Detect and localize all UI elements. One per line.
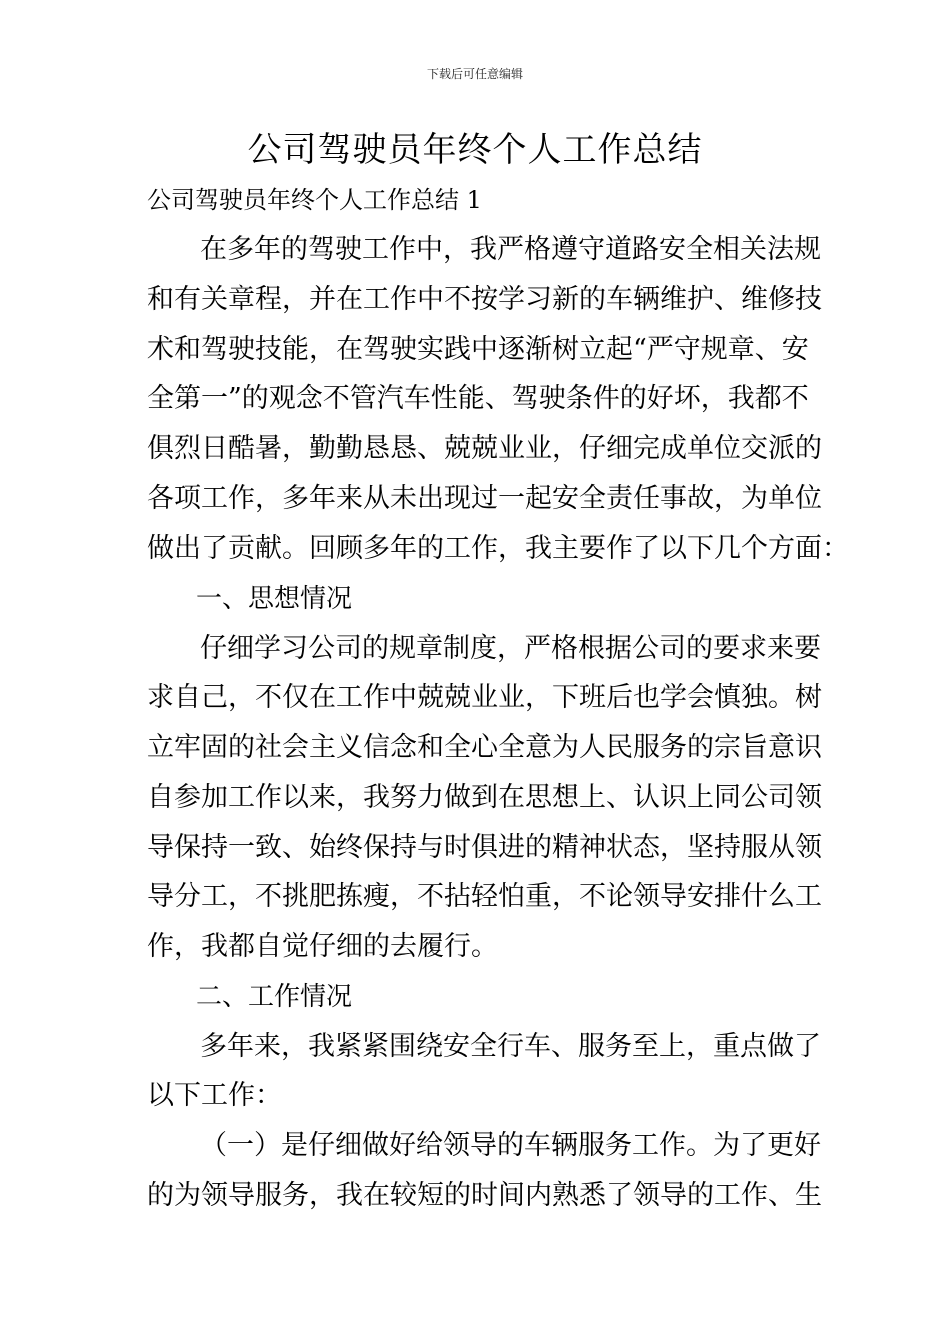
paragraph-1-line-6: 各项工作，多年来从未出现过一起安全责任事故，为单位 — [147, 483, 822, 514]
paragraph-1-line-2: 和有关章程，并在工作中不按学习新的车辆维护、维修技 — [147, 284, 822, 315]
paragraph-1-line-4: 全第一”的观念不管汽车性能、驾驶条件的好坏，我都不 — [147, 383, 809, 414]
paragraph-4-line-1: （一）是仔细做好给领导的车辆服务工作。为了更好 — [200, 1130, 821, 1161]
paragraph-2-line-3: 立牢固的社会主义信念和全心全意为人民服务的宗旨意识 — [147, 732, 822, 763]
paragraph-1-line-1: 在多年的驾驶工作中，我严格遵守道路安全相关法规 — [200, 234, 821, 265]
heading-1: 一、思想情况 — [196, 584, 353, 614]
paragraph-3-line-1: 多年来，我紧紧围绕安全行车、服务至上，重点做了 — [200, 1031, 821, 1062]
paragraph-2-line-1: 仔细学习公司的规章制度，严格根据公司的要求来要 — [200, 633, 821, 664]
paragraph-2-line-5: 导保持一致、始终保持与时俱进的精神状态，坚持服从领 — [147, 832, 822, 863]
paragraph-2-line-4: 自参加工作以来，我努力做到在思想上、认识上同公司领 — [147, 782, 822, 813]
paragraph-1-line-5: 俱烈日酷暑，勤勤恳恳、兢兢业业，仔细完成单位交派的 — [147, 433, 822, 464]
paragraph-2-line-7: 作，我都自觉仔细的去履行。 — [147, 931, 498, 962]
paragraph-4-line-2: 的为领导服务，我在较短的时间内熟悉了领导的工作、生 — [147, 1180, 822, 1211]
document-title: 公司驾驶员年终个人工作总结 — [247, 130, 703, 170]
paragraph-3-line-2: 以下工作： — [147, 1080, 282, 1111]
paragraph-1-line-7: 做出了贡献。回顾多年的工作，我主要作了以下几个方面： — [147, 533, 849, 564]
section-title: 公司驾驶员年终个人工作总结 1 — [147, 186, 482, 214]
paragraph-2-line-2: 求自己，不仅在工作中兢兢业业，下班后也学会慎独。树 — [147, 682, 822, 713]
paragraph-1-line-3: 术和驾驶技能，在驾驶实践中逐渐树立起“严守规章、安 — [147, 334, 809, 365]
paragraph-2-line-6: 导分工，不挑肥拣瘦，不拈轻怕重，不论领导安排什么工 — [147, 881, 822, 912]
header-note: 下载后可任意编辑 — [426, 67, 523, 81]
heading-2: 二、工作情况 — [196, 982, 353, 1012]
